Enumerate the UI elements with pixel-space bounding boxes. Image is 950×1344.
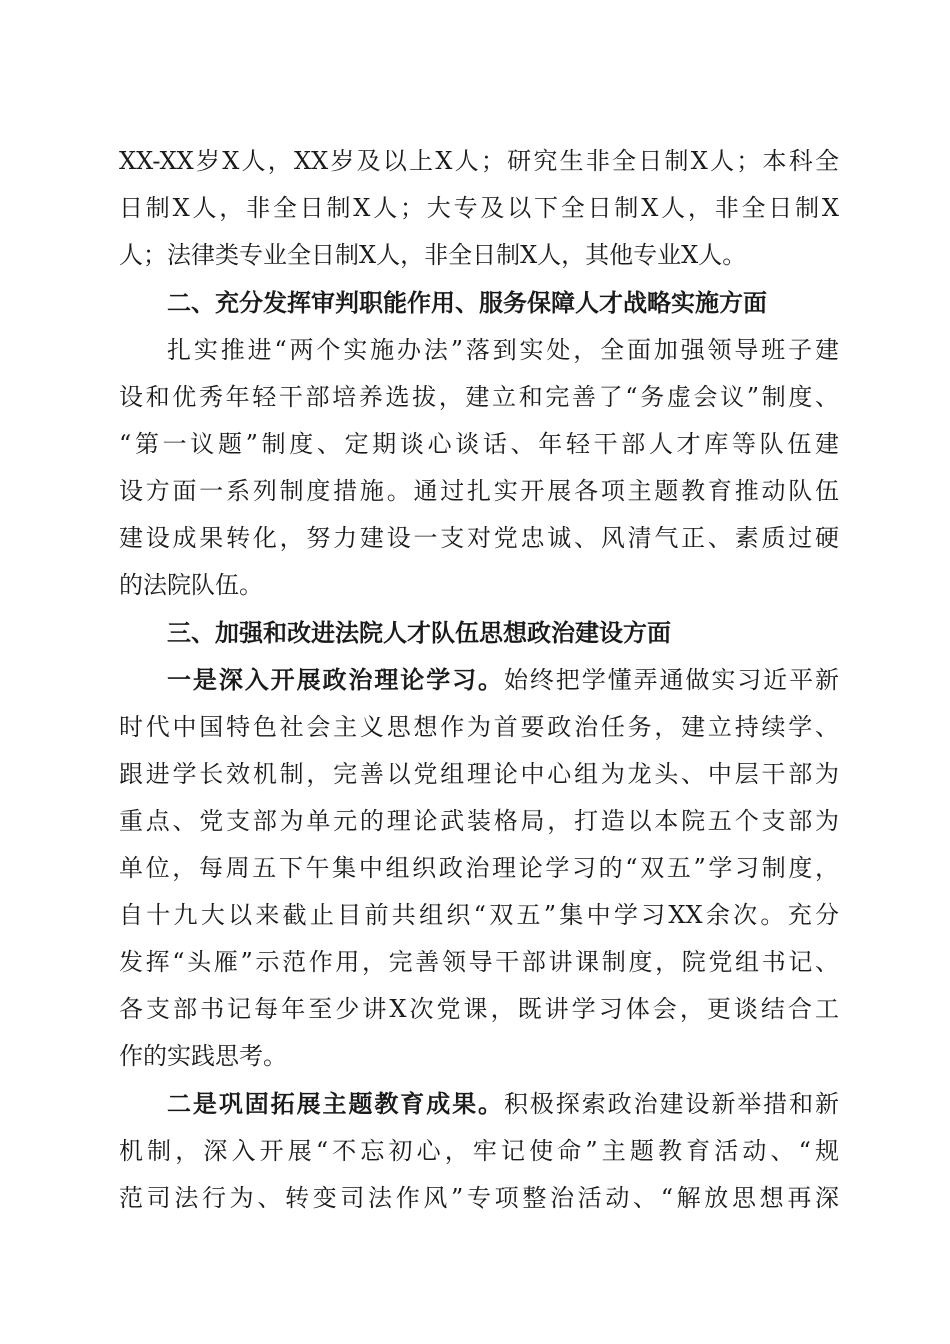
para3-line-8: 各支部书记每年至少讲X次党课，既讲学习体会，更谈结合工 bbox=[119, 995, 839, 1023]
para2-line-3: “第一议题”制度、定期谈心谈话、年轻干部人才库等队伍建 bbox=[119, 430, 839, 458]
para3-line-4: 重点、党支部为单元的理论武装格局，打造以本院五个支部为 bbox=[119, 807, 839, 835]
para3-line-3: 跟进学长效机制，完善以党组理论中心组为龙头、中层干部为 bbox=[119, 760, 839, 788]
para2-line-6: 的法院队伍。 bbox=[119, 571, 263, 599]
para3-line-1 bbox=[167, 665, 839, 695]
para2-line-1: 扎实推进“两个实施办法”落到实处，全面加强领导班子建 bbox=[167, 336, 839, 364]
para1-line-3: 人；法律类专业全日制X人，非全日制X人，其他专业X人。 bbox=[119, 241, 747, 269]
para4-first-rest: 积极探索政治建设新举措和新 bbox=[503, 1090, 840, 1118]
section-heading-3: 三、加强和改进法院人才队伍思想政治建设方面 bbox=[167, 619, 671, 647]
para3-line-5: 单位，每周五下午集中组织政治理论学习的“双五”学习制度， bbox=[119, 854, 839, 882]
para3-line-9: 作的实践思考。 bbox=[119, 1042, 287, 1070]
para2-line-2: 设和优秀年轻干部培养选拔，建立和完善了“务虚会议”制度、 bbox=[119, 383, 839, 411]
para3-line-7: 发挥“头雁”示范作用，完善领导干部讲课制度，院党组书记、 bbox=[119, 948, 839, 976]
para3-lead: 一是深入开展政治理论学习。 bbox=[167, 666, 504, 694]
para4-line-3: 范司法行为、转变司法作风”专项整治活动、“解放思想再深 bbox=[119, 1184, 839, 1212]
para2-line-4: 设方面一系列制度措施。通过扎实开展各项主题教育推动队伍 bbox=[119, 477, 839, 505]
para1-line-1: XX-XX岁X人，XX岁及以上X人；研究生非全日制X人；本科全 bbox=[119, 147, 839, 175]
para4-line-1 bbox=[167, 1089, 839, 1119]
para1-line-2: 日制X人，非全日制X人；大专及以下全日制X人，非全日制X bbox=[119, 194, 839, 222]
para3-line-2: 时代中国特色社会主义思想作为首要政治任务，建立持续学、 bbox=[119, 713, 839, 741]
para3-first-rest: 始终把学懂弄通做实习近平新 bbox=[503, 666, 840, 694]
para2-line-5: 建设成果转化，努力建设一支对党忠诚、风清气正、素质过硬 bbox=[119, 524, 839, 552]
para4-line-2: 机制，深入开展“不忘初心，牢记使命”主题教育活动、“规 bbox=[119, 1137, 839, 1165]
para4-lead: 二是巩固拓展主题教育成果。 bbox=[167, 1090, 504, 1118]
section-heading-2: 二、充分发挥审判职能作用、服务保障人才战略实施方面 bbox=[167, 289, 767, 317]
para3-line-6: 自十九大以来截止目前共组织“双五”集中学习XX余次。充分 bbox=[119, 901, 839, 929]
